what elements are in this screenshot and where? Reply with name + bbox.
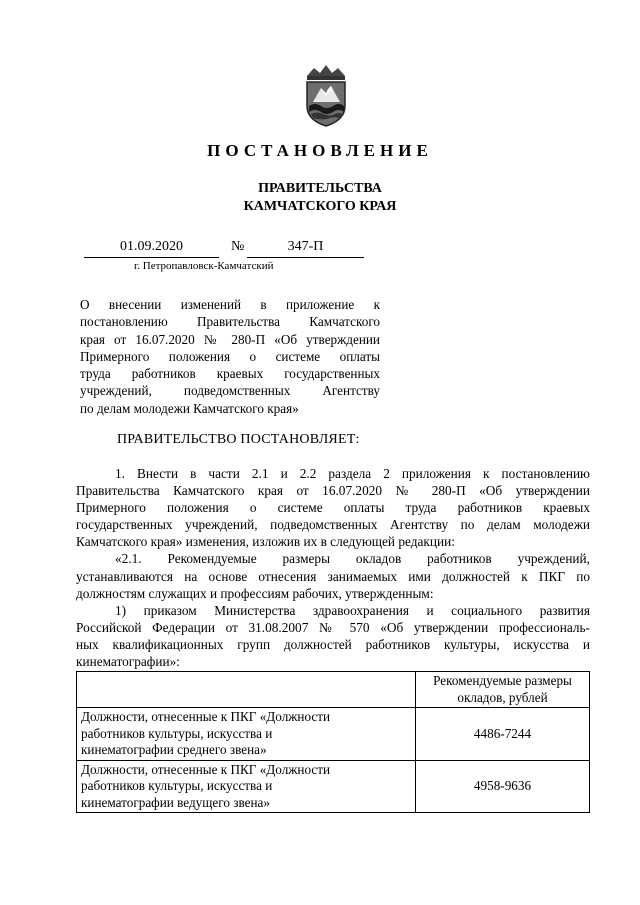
position-cell	[77, 760, 416, 813]
subject-line: учреждений, подведомственных Агентству	[80, 383, 380, 399]
document-subject	[80, 296, 380, 417]
document-date: 01.09.2020	[84, 239, 219, 258]
body-line: государственных учреждений, подведомственных Агентству по делам молодежи	[76, 517, 590, 533]
subject-line: края от 16.07.2020 № 280-П «Об утверждении	[80, 331, 380, 347]
table-header-cell-empty	[77, 672, 416, 708]
document-city: г. Петропавловск-Камчатский	[134, 260, 274, 272]
issuer-line-2: КАМЧАТСКОГО КРАЯ	[243, 199, 397, 214]
body-line: «2.1. Рекомендуемые размеры окладов работников учреждений,	[115, 551, 590, 567]
subject-line: постановлению Правительства Камчатского	[80, 314, 380, 330]
body-line: должностям служащих и профессиям рабочих, утвержденным:	[76, 585, 434, 601]
body-line: Правительства Камчатского края от 16.07.2020 № 280-П «Об утверждении	[76, 483, 590, 499]
position-line: кинематографии ведущего звена»	[81, 794, 270, 810]
subject-line: О внесении изменений в приложение к	[80, 297, 380, 312]
table-row	[77, 760, 590, 813]
body-line: устанавливаются на основе отнесения занимаемых ими должностей к ПКГ по	[76, 568, 590, 584]
subject-line: Примерного положения о системе оплаты	[80, 348, 380, 364]
table-row	[77, 708, 590, 761]
position-line: работников культуры, искусства и	[81, 778, 273, 793]
issuer-line-1: ПРАВИТЕЛЬСТВА	[258, 181, 382, 196]
table-header-row	[77, 672, 590, 708]
salary-cell: 4958-9636	[416, 760, 590, 813]
salary-cell: 4486-7244	[416, 708, 590, 761]
document-body	[76, 465, 590, 670]
position-line: работников культуры, искусства и	[81, 725, 273, 741]
subject-line: труда работников краевых государственных	[80, 366, 380, 382]
salary-table	[76, 671, 590, 813]
number-sign: №	[231, 239, 245, 254]
body-line: ных квалификационных групп должностей работников культуры, искусства и	[76, 636, 590, 652]
document-number: 347-П	[247, 239, 364, 258]
header-line: Рекомендуемые размеры	[433, 673, 572, 688]
body-line: 1) приказом Министерства здравоохранения и социального развития	[115, 602, 590, 618]
position-line: Должности, отнесенные к ПКГ «Должности	[81, 709, 331, 724]
subject-line: по делам молодежи Камчатского края»	[80, 400, 299, 416]
header-line: окладов, рублей	[457, 689, 548, 705]
body-line: Российской Федерации от 31.08.2007 № 570 «Об утверждении профессиональ-	[76, 619, 590, 635]
body-line: Примерного положения о системе оплаты труда работников краевых	[76, 500, 590, 516]
table-header-cell-salary	[416, 672, 590, 708]
issuing-authority	[0, 180, 640, 216]
body-line: 1. Внести в части 2.1 и 2.2 раздела 2 приложения к постановлению	[115, 466, 590, 481]
resolution-heading: ПРАВИТЕЛЬСТВО ПОСТАНОВЛЯЕТ:	[117, 432, 360, 447]
body-line: кинематографии»:	[76, 654, 180, 670]
kamchatka-coat-of-arms-icon	[299, 62, 353, 128]
position-cell	[77, 708, 416, 761]
document-type-title: ПОСТАНОВЛЕНИЕ	[207, 141, 433, 160]
position-line: Должности, отнесенные к ПКГ «Должности	[81, 761, 331, 777]
body-line: Камчатского края» изменения, изложив их в следующей редакции:	[76, 534, 455, 550]
position-line: кинематографии среднего звена»	[81, 742, 267, 757]
